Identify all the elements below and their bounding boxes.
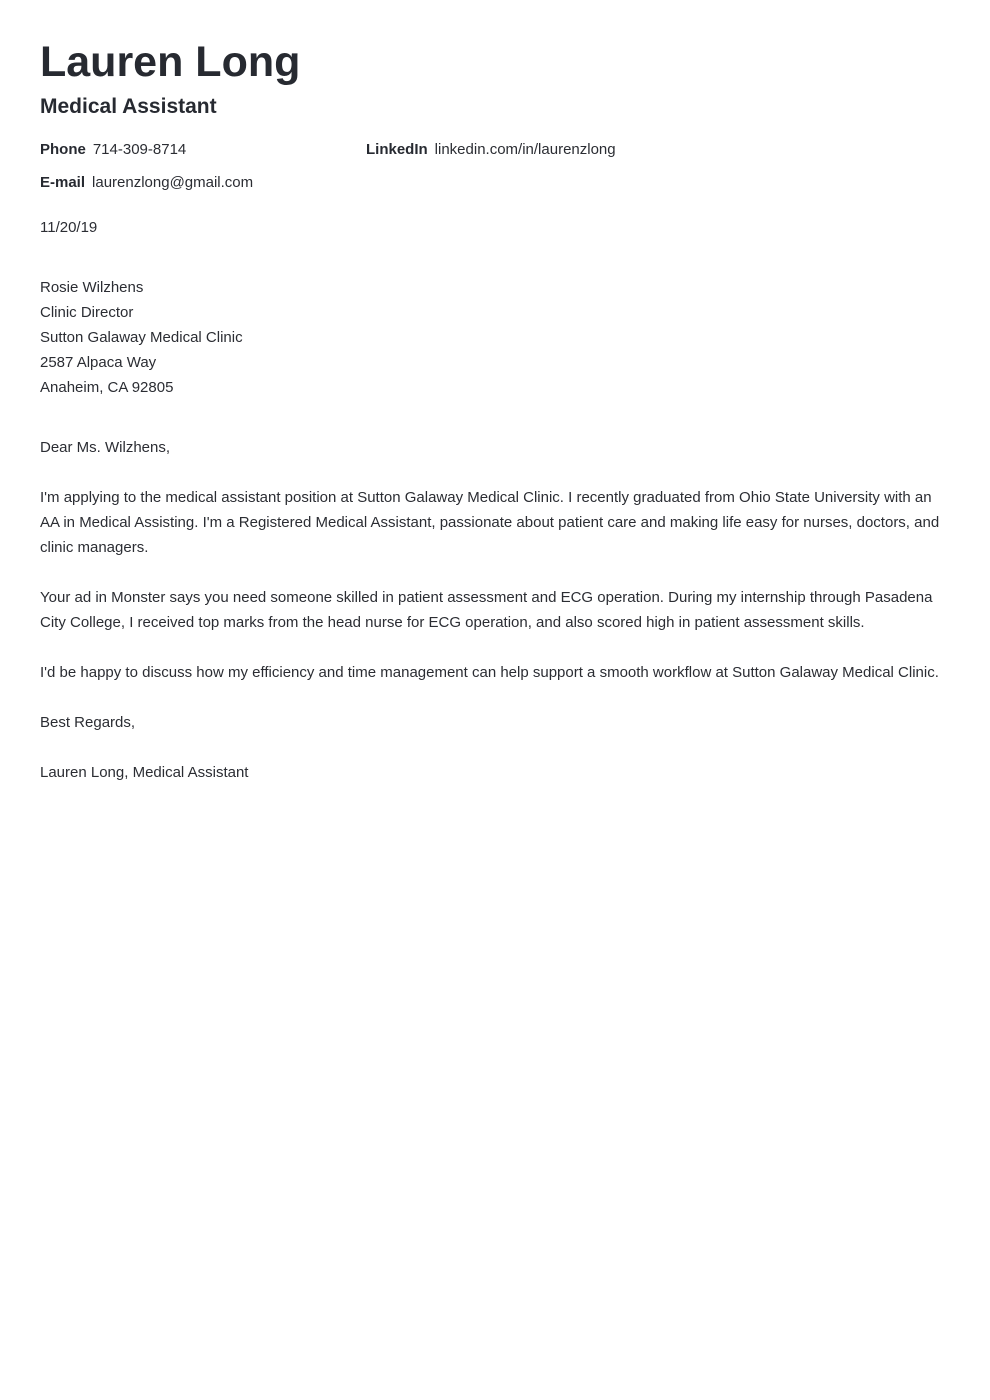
phone-label: Phone [40,141,86,158]
linkedin-label: LinkedIn [366,141,428,158]
applicant-name: Lauren Long [40,38,301,86]
phone-value: 714-309-8714 [92,141,187,158]
contact-phone [40,140,186,160]
letter-greeting: Dear Ms. Wilzhens, [40,439,171,456]
applicant-job-title: Medical Assistant [40,95,217,118]
letter-signature: Lauren Long, Medical Assistant [40,764,249,781]
recipient-name: Rosie Wilzhens [40,279,144,296]
letter-paragraph: Your ad in Monster says you need someone skilled in patient assessment and ECG operation. During my internship through Pasadena City College, I received top marks from the head nurse for ECG operation, and also scored high in patient assessment skills. [40,589,933,631]
letter-paragraph: I'm applying to the medical assistant position at Sutton Galaway Medical Clinic. I recently graduated from Ohio State University with an AA in Medical Assisting. I'm a Registered Medical Assistant, passionate about patient care and making life easy for nurses, doctors, and clinic managers. [40,489,940,556]
letter-closing: Best Regards, [40,714,136,731]
contact-email [40,173,253,193]
recipient-city: Anaheim, CA 92805 [40,379,174,396]
recipient-title: Clinic Director [40,304,134,321]
letter-date: 11/20/19 [40,219,98,236]
recipient-company: Sutton Galaway Medical Clinic [40,329,243,346]
email-label: E-mail [40,174,86,191]
contact-linkedin [366,140,616,160]
letter-paragraph: I'd be happy to discuss how my efficiency and time management can help support a smooth workflow at Sutton Galaway Medical Clinic. [40,664,939,681]
email-value: laurenzlong@gmail.com [92,174,254,191]
recipient-street: 2587 Alpaca Way [40,354,157,371]
linkedin-value: linkedin.com/in/laurenzlong [434,141,616,158]
